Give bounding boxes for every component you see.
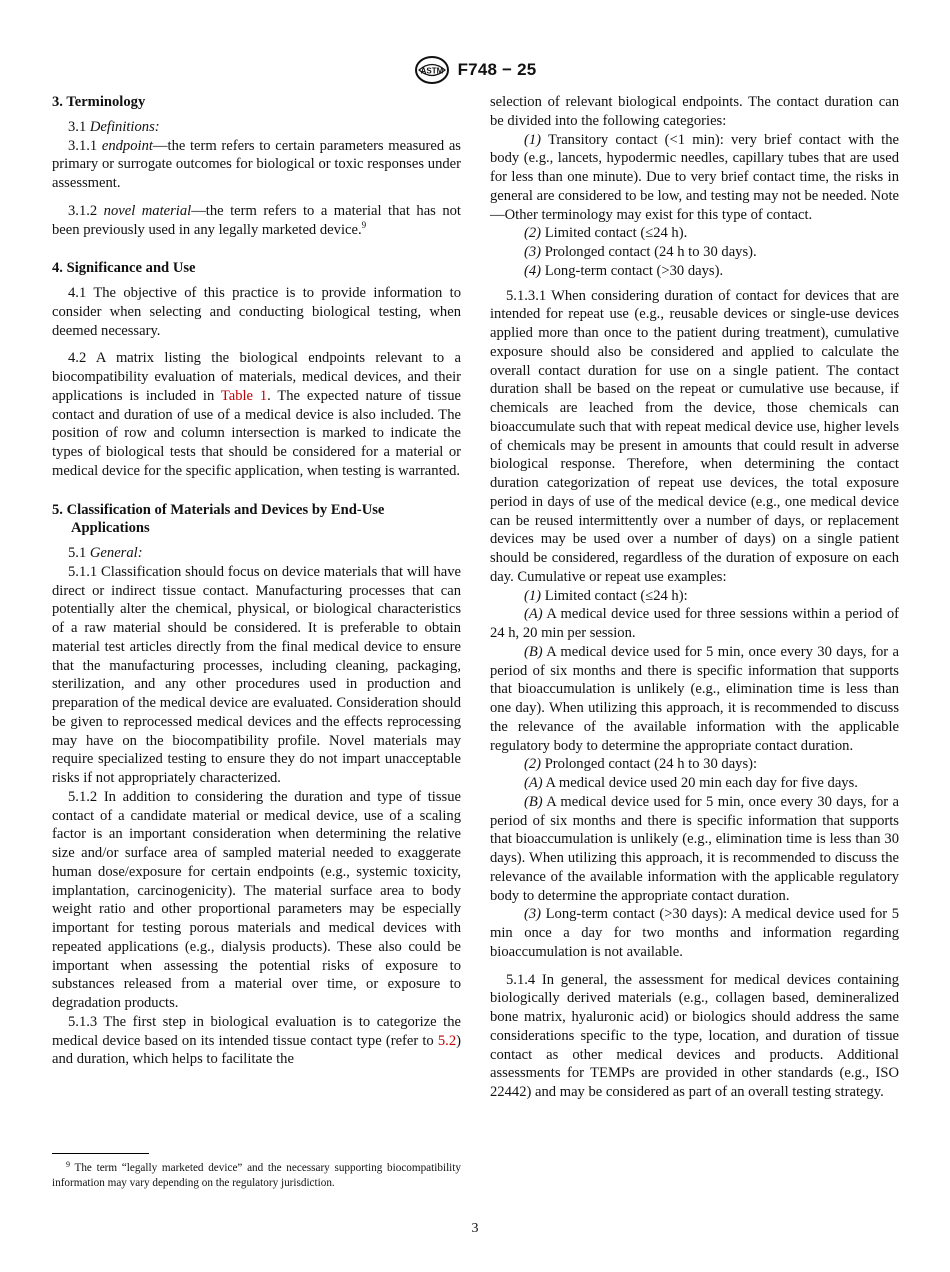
category-long-term: (4) Long-term contact (>30 days). xyxy=(524,262,724,279)
para-continuation: selection of relevant biological endpoints. The contact duration can be divided into the following categories: xyxy=(490,94,899,129)
section-3-heading: 3. Terminology xyxy=(52,94,146,110)
definitions-label: Definitions: xyxy=(89,118,160,135)
right-column xyxy=(490,93,899,1102)
para-3-1: 3.1 Definitions: xyxy=(68,118,160,135)
example-limited: (1) Limited contact (≤24 h): xyxy=(524,587,688,604)
table-1-link[interactable]: Table 1 xyxy=(220,387,268,404)
example-long-term: (3) Long-term contact (>30 days): A medical device used for 5 min once a day for two months and information regarding bioaccumulation is not available. xyxy=(490,906,899,960)
astm-logo-icon xyxy=(414,55,450,85)
standard-designation: F748 − 25 xyxy=(457,60,537,79)
para-4-2: 4.2 A matrix listing the biological endpoints relevant to a biocompatibility evaluation of materials, medical devices, and their applications is included in Table 1. The expected nature of tissue contact and duration of use of a medical device is also included. The position of row and column intersection is marked to indicate the types of biological tests that should be considered for a material or medical device for the specific application, when testing is warranted. xyxy=(52,350,461,479)
term-endpoint: endpoint xyxy=(101,137,153,154)
logo-text: ASTM xyxy=(420,66,443,76)
general-label: General: xyxy=(89,545,143,561)
section-4-heading: 4. Significance and Use xyxy=(52,260,196,277)
left-column xyxy=(52,93,461,1069)
term-novel-material: novel material xyxy=(103,202,192,219)
para-4-1: 4.1 The objective of this practice is to provide information to consider when selecting and conducting biological testing, when deemed necessary. xyxy=(52,285,461,339)
footnote-9: $^9$ The term “legally marketed device” and the necessary supporting biocompatibility information may vary depending on the regulatory jurisdiction. xyxy=(52,1160,461,1190)
para-5-1-4: 5.1.4 In general, the assessment for medical devices containing biologically derived materials (e.g., collagen based, demineralized bone matrix, hyaluronic acid) or biologics should address the same considerations specific to the type, location, and duration of tissue contact as other medical devices and products. Additional assessments for TEMPs are provided in other standards (e.g., ISO 22442) and may be considered as part of an overall testing strategy. xyxy=(490,971,899,1100)
section-5-2-link[interactable]: 5.2 xyxy=(437,1032,457,1049)
para-5-1: 5.1 General: xyxy=(68,545,143,561)
para-3-1-1: 3.1.1 endpoint—the term refers to certain parameters measured as primary or surrogate outcomes for biological or toxic responses under assessment. xyxy=(52,137,461,191)
para-5-1-3-1: 5.1.3.1 When considering duration of contact for devices that are intended for repeat use (e.g., reusable devices or single-use devices applied more than once to the patient during treatment), cumulative exposure should also be considered and applied to calculate the overall contact duration for use on a single patient. The contact duration shall be based on the repeat or cumulative use because, if chemicals are leached from the device, those chemicals can bioaccumulate such that with repeat medical device use, higher levels of chemicals may be present in amounts that could result in adverse biological response. Therefore, when determining the contact duration categorization of repeat use devices, the total exposure period in days of use of the medical device (e.g., one medical device can be reused intermittently over a number of days, or replacement devices may be used over a number of days) on a single patient should be considered, regardless of the duration of exposure on each day. Cumulative or repeat use examples: xyxy=(490,287,899,585)
para-5-1-1: 5.1.1 Classification should focus on device materials that will have direct or indirect tissue contact. Manufacturing processes that can potentially alter the chemical, physical, or biological characteristics of a raw material should be considered. It is preferable to obtain material test articles directly from the final medical device to ensure that the manufacturing processes, including cleaning, packaging, sterilization, and any other procedures used in production and preparation of the medical device are evaluated. Consideration should be given to reprocessed medical devices and the effects reprocessing may have on the biocompatibility profile. Novel materials may require specialized testing to ensure they do not impart unacceptable risks if not appropriately characterized. xyxy=(52,563,461,786)
example-prolonged: (2) Prolonged contact (24 h to 30 days): xyxy=(524,756,758,773)
example-limited-a: (A) A medical device used for three sessions within a period of 24 h, 20 min per session. xyxy=(490,606,900,641)
para-5-1-2: 5.1.2 In addition to considering the duration and type of tissue contact of a candidate material or medical device, use of a scaling factor is an important consideration when determining the relative size and/or surface area of sampled material needed to exaggerate human dose/exposure for certain endpoints (e.g., systemic toxicity, implantation, carcinogenicity). The material surface area to body weight ratio and other proportional parameters may be especially important for testing porous materials and medical devices with repeated applications (e.g., dialysis products). These also could be important when assessing the potential risks of exposure to substances released from a material over time, or exposure to degradation products. xyxy=(52,788,461,1011)
category-limited: (2) Limited contact (≤24 h). xyxy=(524,225,688,242)
example-prolonged-a: (A) A medical device used 20 min each day for five days. xyxy=(524,775,858,791)
section-5-heading: 5. Classification of Materials and Devices by End-Use Applications xyxy=(52,501,385,537)
page-number: 3 xyxy=(471,1221,479,1236)
category-transitory: (1) Transitory contact (<1 min): very brief contact with the body (e.g., lancets, hypodermic needles, capillary tubes that are used for less than one minute). Due to very brief contact time, the risks in general are considered to be low, and testing may not be needed. Note—Other terminology may exist for this type of contact. xyxy=(490,131,900,223)
para-3-1-2: 3.1.2 novel material—the term refers to a material that has not been previously used in any legally marketed device.$^9$ xyxy=(52,202,461,238)
example-prolonged-b: (B) A medical device used for 5 min, once every 30 days, for a period of six months and there is specific information that supports that bioaccumulation is unlikely (e.g., elimination time is less than 30 days). When utilizing this approach, it is recommended to discuss the relevance of the available information with the applicable regulatory body to determine the appropriate contact duration. xyxy=(490,793,899,904)
footnote-divider xyxy=(52,1153,149,1154)
category-prolonged: (3) Prolonged contact (24 h to 30 days). xyxy=(524,244,757,260)
example-limited-b: (B) A medical device used for 5 min, once every 30 days, for a period of six months and there is specific information that supports that bioaccumulation is unlikely (e.g., elimination time is less than one day). When utilizing this approach, it is recommended to discuss the relevance of the available information with the applicable regulatory body to determine the appropriate contact duration. xyxy=(490,643,899,754)
para-5-1-3: 5.1.3 The first step in biological evaluation is to categorize the medical device based on its intended tissue contact type (refer to 5.2) and duration, which helps to facilitate the xyxy=(52,1013,461,1068)
footnote-ref[interactable]: 9 xyxy=(361,219,367,230)
page-header xyxy=(0,55,950,85)
